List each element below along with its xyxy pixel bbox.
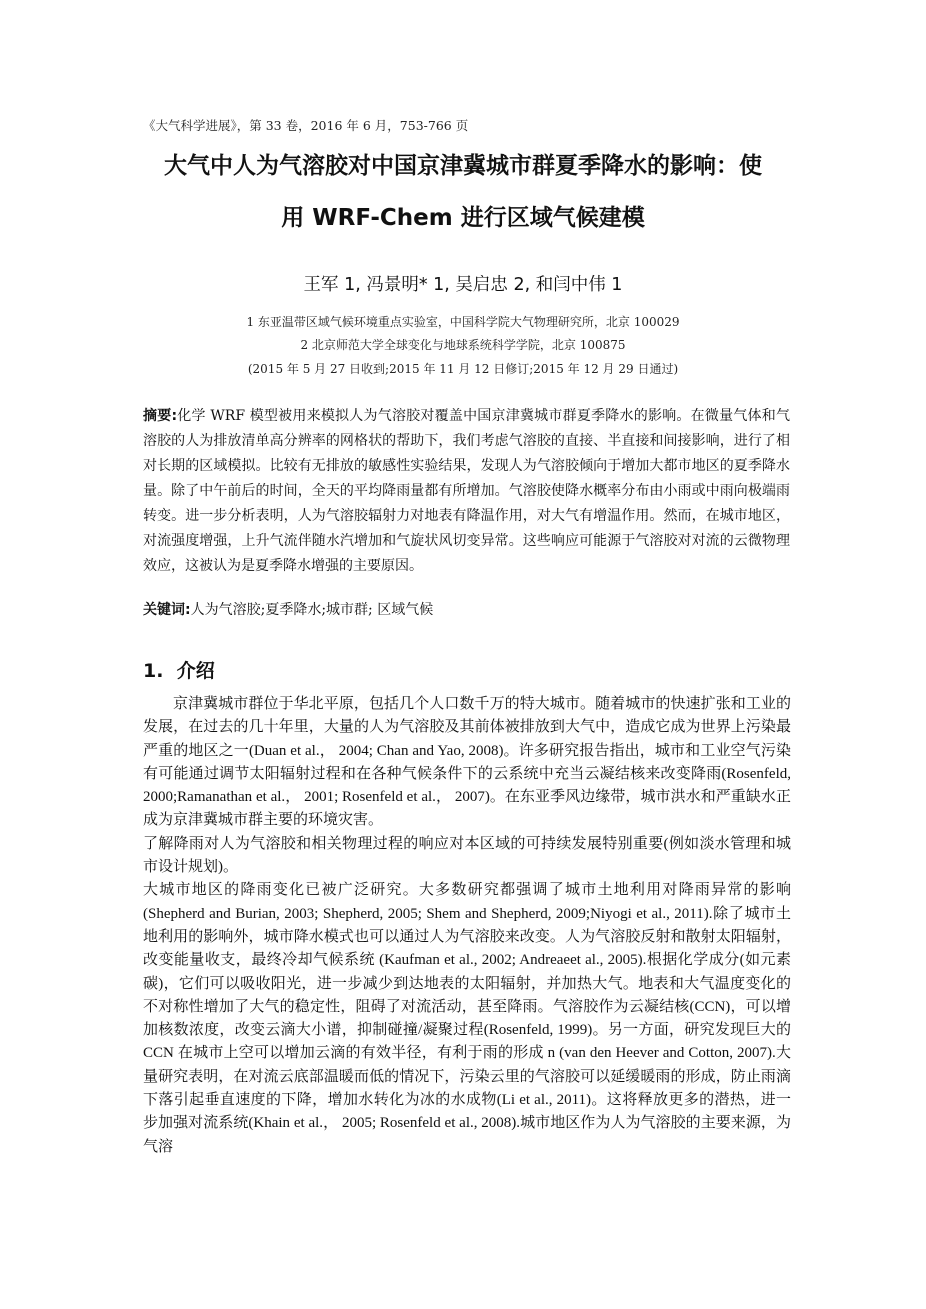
section-body (143, 693, 791, 1159)
abstract-label: 摘要: (143, 408, 178, 424)
paragraph-3: 大城市地区的降雨变化已被广泛研究。大多数研究都强调了城市土地利用对降雨异常的影响(Shepherd and Burian, 2003; Shepherd, 2005; Shem and Shepherd, 2009;Niyogi et al., 2011).除了城市土地利用的影响外，城市降水模式也可以通过人为气溶胶来改变。人为气溶胶反射和散射太阳辐射，改变能量收支，最终冷却气候系统 (Kaufman et al., 2002; Andreaeet al., 2005).根据化学成分(如元素碳)，它们可以吸收阳光，进一步减少到达地表的太阳辐射，并加热大气。地表和大气温度变化的不对称性增加了大气的稳定性，阻碍了对流活动，甚至降雨。气溶胶作为云凝结核(CCN)，可以增加核数浓度，改变云滴大小谱，抑制碰撞/凝聚过程(Rosenfeld, 1999)。另一方面，研究发现巨大的 CCN 在城市上空可以增加云滴的有效半径，有利于雨的形成 n (van den Heever and Cotton, 2007).大量研究表明，在对流云底部温暖而低的情况下，污染云里的气溶胶可以延缓暖雨的形成，防止雨滴下落引起垂直速度的下降，增加水转化为冰的水成物(Li et al., 2011)。这将释放更多的潜热，进一步加强对流系统(Khain et al.， 2005; Rosenfeld et al., 2008).城市地区作为人为气溶胶的主要来源，为气溶 (143, 882, 791, 1155)
author-list: 王军 1, 冯景明* 1, 吴启忠 2, 和闫中伟 1 (303, 275, 623, 295)
affiliation-1: 1 东亚温带区域气候环境重点实验室，中国科学院大气物理研究所，北京 100029 (246, 315, 680, 329)
paragraph-2: 了解降雨对人为气溶胶和相关物理过程的响应对本区域的可持续发展特别重要(例如淡水管理和城市设计规划)。 (143, 835, 791, 876)
affiliation-2: 2 北京师范大学全球变化与地球系统科学学院，北京 100875 (300, 338, 626, 352)
section-title: 介绍 (176, 660, 215, 682)
title-line-1: 大气中人为气溶胶对中国京津冀城市群夏季降水的影响：使 (164, 153, 762, 179)
keywords-text: 人为气溶胶;夏季降水;城市群; 区域气候 (190, 602, 434, 618)
keywords (143, 598, 790, 622)
keywords-label: 关键词: (143, 602, 191, 618)
paper-title (130, 140, 796, 244)
section-number: 1. (143, 660, 164, 682)
received-dates: (2015 年 5 月 27 日收到;2015 年 11 月 12 日修订;2015 年 12 月 29 日通过) (247, 362, 679, 376)
section-heading (143, 656, 215, 683)
title-line-2: 用 WRF-Chem 进行区域气候建模 (281, 205, 645, 231)
paragraph-1: 京津冀城市群位于华北平原，包括几个人口数千万的特大城市。随着城市的快速扩张和工业的发展，在过去的几十年里，大量的人为气溶胶及其前体被排放到大气中，造成它成为世界上污染最严重的地区之一(Duan et al.， 2004; Chan and Yao, 2008)。许多研究报告指出，城市和工业空气污染有可能通过调节太阳辐射过程和在各种气候条件下的云系统中充当云凝结核来改变降雨(Rosenfeld, 2000;Ramanathan et al.， 2001; Rosenfeld et al.， 2007)。在东亚季风边缘带，城市洪水和严重缺水正成为京津冀城市群主要的环境灾害。 (143, 696, 791, 829)
abstract (143, 404, 790, 579)
abstract-text: 化学 WRF 模型被用来模拟人为气溶胶对覆盖中国京津冀城市群夏季降水的影响。在微量气体和气溶胶的人为排放清单高分辨率的网格状的帮助下，我们考虑气溶胶的直接、半直接和间接影响，进行了相对长期的区域模拟。比较有无排放的敏感性实验结果，发现人为气溶胶倾向于增加大都市地区的夏季降水量。除了中午前后的时间，全天的平均降雨量都有所增加。气溶胶使降水概率分布由小雨或中雨向极端雨转变。进一步分析表明，人为气溶胶辐射力对地表有降温作用，对大气有增温作用。然而，在城市地区，对流强度增强，上升气流伴随水汽增加和气旋状风切变异常。这些响应可能源于气溶胶对对流的云微物理效应，这被认为是夏季降水增强的主要原因。 (143, 408, 790, 574)
journal-citation: 《大气科学进展》，第 33 卷，2016 年 6 月，753-766 页 (143, 118, 469, 133)
